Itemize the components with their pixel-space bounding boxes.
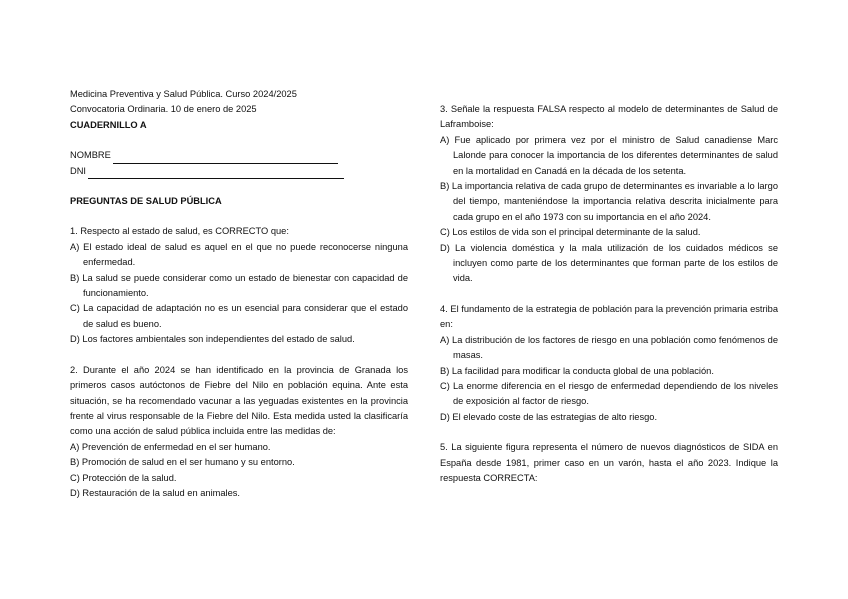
option-d: D) La violencia doméstica y la mala utilización de los cuidados médicos se incluyen como parte de los determinantes que forman parte de los estilos de vida. bbox=[440, 242, 778, 284]
option-a: A) Fue aplicado por primera vez por el ministro de Salud canadiense Marc Lalonde para conocer la importancia de los diferentes determinantes de salud en la mortalidad en Canadá en la década de los setenta. bbox=[440, 134, 778, 176]
question-4 bbox=[440, 302, 778, 425]
option-c: C) Protección de la salud. bbox=[70, 472, 177, 483]
right-column bbox=[440, 102, 778, 486]
name-label: NOMBRE bbox=[70, 150, 111, 161]
option-d: D) Los factores ambientales son independientes del estado de salud. bbox=[70, 334, 355, 345]
left-column bbox=[70, 87, 408, 501]
question-2 bbox=[70, 363, 408, 502]
option-c: C) La capacidad de adaptación no es un esencial para considerar que el estado de salud es bueno. bbox=[70, 303, 408, 329]
option-a: A) El estado ideal de salud es aquel en el que no puede reconocerse ninguna enfermedad. bbox=[70, 241, 408, 268]
option-c: C) La enorme diferencia en el riesgo de enfermedad dependiendo de los niveles de exposición al factor de riesgo. bbox=[440, 380, 778, 407]
dni-field bbox=[70, 164, 408, 179]
option-b: B) La importancia relativa de cada grupo de determinantes es invariable a lo largo del tiempo, manteniéndose la importancia relativa descrita inicialmente para cada grupo en el año 1973 con su importancia en el año 2024. bbox=[440, 181, 778, 222]
question-stem: 4. El fundamento de la estrategia de población para la prevención primaria estriba en: bbox=[440, 303, 778, 330]
exam-session: Convocatoria Ordinaria. 10 de enero de 2025 bbox=[70, 104, 257, 115]
option-d: D) El elevado coste de las estrategias de alto riesgo. bbox=[440, 411, 658, 422]
name-line bbox=[113, 153, 338, 164]
option-d: D) Restauración de la salud en animales. bbox=[70, 487, 241, 498]
option-b: B) Promoción de salud en el ser humano y su entorno. bbox=[70, 457, 295, 468]
question-stem: 2. Durante el año 2024 se han identificado en la provincia de Granada los primeros casos autóctonos de Fiebre del Nilo en población equina. Ante esta situación, se ha recomendado vacunar a las yeguadas existentes en la provincia frente al virus responsable de la Fiebre del Nilo. Esta medida usted la clasificaría como una acción de salud pública incluida entre las medidas de: bbox=[70, 364, 408, 437]
question-stem: 1. Respecto al estado de salud, es CORRECTO que: bbox=[70, 226, 289, 237]
name-field bbox=[70, 148, 408, 163]
course-title: Medicina Preventiva y Salud Pública. Curso 2024/2025 bbox=[70, 89, 297, 99]
question-1 bbox=[70, 224, 408, 347]
section-title: PREGUNTAS DE SALUD PÚBLICA bbox=[70, 196, 222, 207]
dni-line bbox=[88, 168, 344, 179]
option-c: C) Los estilos de vida son el principal determinante de la salud. bbox=[440, 227, 701, 238]
option-a: A) La distribución de los factores de riesgo en una población como fenómenos de masas. bbox=[440, 334, 778, 361]
booklet-label: CUADERNILLO A bbox=[70, 119, 147, 130]
option-a: A) Prevención de enfermedad en el ser humano. bbox=[70, 441, 271, 452]
question-3 bbox=[440, 102, 778, 287]
question-stem: 5. La siguiente figura representa el número de nuevos diagnósticos de SIDA en España desde 1981, primer caso en un varón, hasta el año 2023. Indique la respuesta CORRECTA: bbox=[440, 442, 778, 483]
option-b: B) La salud se puede considerar como un estado de bienestar con capacidad de funcionamiento. bbox=[70, 272, 408, 299]
option-b: B) La facilidad para modificar la conducta global de una población. bbox=[440, 365, 714, 376]
question-5 bbox=[440, 440, 778, 486]
dni-label: DNI bbox=[70, 165, 87, 176]
question-stem: 3. Señale la respuesta FALSA respecto al modelo de determinantes de Salud de Laframboise: bbox=[440, 104, 778, 130]
